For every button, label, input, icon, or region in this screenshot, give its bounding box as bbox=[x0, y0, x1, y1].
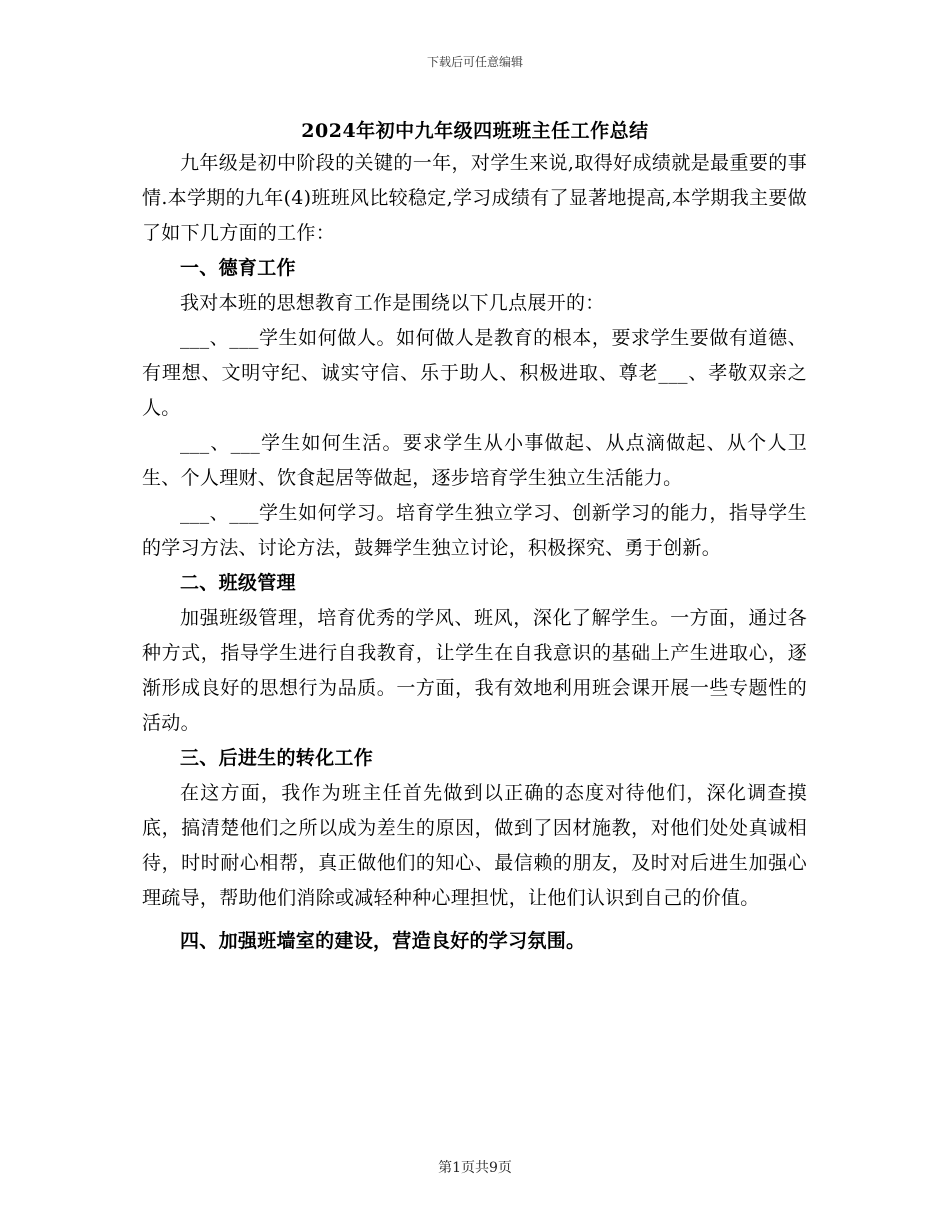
paragraph: 在这方面，我作为班主任首先做到以正确的态度对待他们，深化调查摸底，搞清楚他们之所以成为差生的原因，做到了因材施教，对他们处处真诚相待，时时耐心相帮，真正做他们的知心、最信赖的朋友，及时对后进生加强心理疏导，帮助他们消除或减轻种种心理担忧，让他们认识到自己的价值。 bbox=[142, 782, 807, 909]
document-body bbox=[142, 146, 807, 959]
section-heading-classroom: 四、加强班墙室的建设，营造良好的学习氛围。 bbox=[180, 930, 586, 952]
section-heading-underachievers: 三、后进生的转化工作 bbox=[180, 747, 374, 769]
header-note: 下载后可任意编辑 bbox=[426, 55, 523, 69]
page-number: 第1页共9页 bbox=[438, 1160, 512, 1176]
paragraph: 加强班级管理，培育优秀的学风、班风，深化了解学生。一方面，通过各种方式，指导学生进行自我教育，让学生在自我意识的基础上产生进取心，逐渐形成良好的思想行为品质。一方面，我有效地利用班会课开展一些专题性的活动。 bbox=[142, 607, 807, 734]
section-heading-moral: 一、德育工作 bbox=[180, 257, 296, 279]
paragraph: ___、___学生如何学习。培育学生独立学习、创新学习的能力，指导学生的学习方法、讨论方法，鼓舞学生独立讨论，积极探究、勇于创新。 bbox=[142, 502, 807, 559]
paragraph: 我对本班的思想教育工作是围绕以下几点展开的： bbox=[180, 292, 605, 314]
paragraph: ___、___学生如何做人。如何做人是教育的根本，要求学生要做有道德、有理想、文明守纪、诚实守信、乐于助人、积极进取、尊老___、孝敬双亲之人。 bbox=[142, 327, 807, 419]
intro-paragraph: 九年级是初中阶段的关键的一年，对学生来说,取得好成绩就是最重要的事情.本学期的九年(4)班班风比较稳定,学习成绩有了显著地提高,本学期我主要做了如下几方面的工作： bbox=[142, 152, 807, 244]
document-title: 2024年初中九年级四班班主任工作总结 bbox=[301, 120, 649, 142]
section-heading-class-management: 二、班级管理 bbox=[180, 572, 296, 594]
paragraph: ___、___学生如何生活。要求学生从小事做起、从点滴做起、从个人卫生、个人理财、饮食起居等做起，逐步培育学生独立生活能力。 bbox=[142, 432, 807, 489]
